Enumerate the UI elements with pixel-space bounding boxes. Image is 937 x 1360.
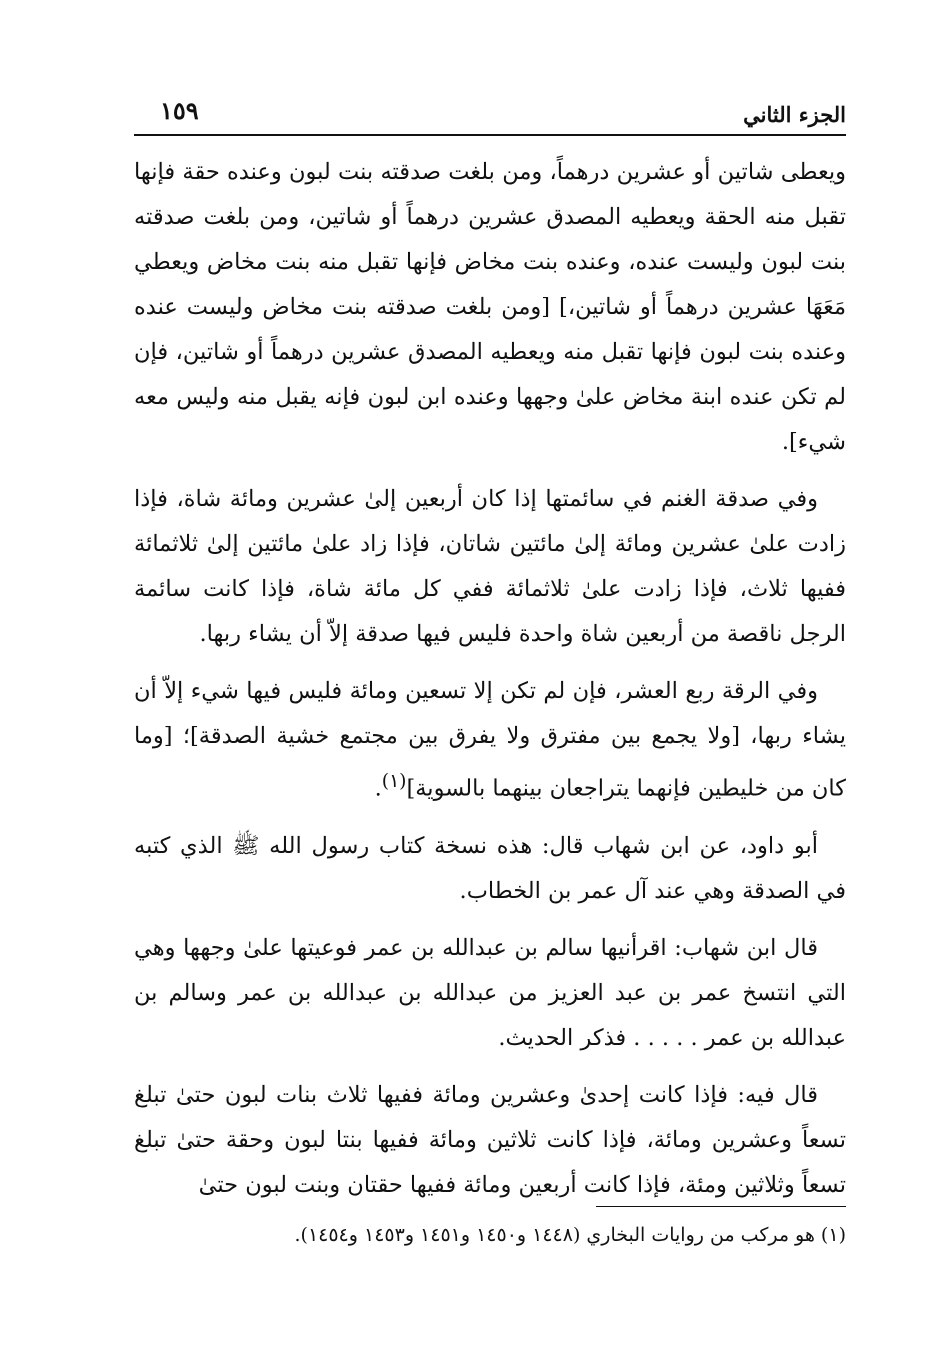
paragraph-with-footnote — [134, 669, 846, 812]
footnote-reference: (١) — [381, 771, 407, 792]
page-number: ١٥٩ — [160, 96, 199, 125]
paragraph: وفي صدقة الغنم في سائمتها إذا كان أربعين إلىٰ عشرين ومائة شاة، فإذا زادت علىٰ عشرين ومائة إلىٰ مائتين شاتان، فإذا زاد علىٰ مائتين إلىٰ ثلاثمائة ففيها ثلاث، فإذا زادت علىٰ ثلاثمائة ففي كل مائة شاة، فإذا كانت سائمة الرجل ناقصة من أربعين شاة واحدة فليس فيها صدقة إلاّ أن يشاء ربها. — [134, 486, 846, 647]
paragraph: قال فيه: فإذا كانت إحدىٰ وعشرين ومائة ففيها ثلاث بنات لبون حتىٰ تبلغ تسعاً وعشرين ومائة، فإذا كانت ثلاثين ومائة ففيها بنتا لبون وحقة حتىٰ تبلغ تسعاً وثلاثين ومئة، فإذا كانت أربعين ومائة ففيها حقتان وبنت لبون حتىٰ — [134, 1081, 846, 1198]
running-title: الجزء الثاني — [743, 102, 846, 127]
paragraph: قال ابن شهاب: اقرأنيها سالم بن عبدالله بن عمر فوعيتها علىٰ وجهها وهي التي انتسخ عمر بن عبد العزيز من عبدالله بن عبدالله بن عمر وسالم بن عبدالله بن عمر . . . . . فذكر الحديث. — [134, 934, 846, 1051]
paragraph-end-period: . — [374, 775, 382, 802]
paragraph: ويعطى شاتين أو عشرين درهماً، ومن بلغت صدقته بنت لبون وعنده حقة فإنها تقبل منه الحقة ويعطيه المصدق عشرين درهماً أو شاتين، ومن بلغت صدقته بنت لبون وليست عنده، وعنده بنت مخاض فإنها تقبل منه بنت مخاض ويعطي مَعَهَا عشرين درهماً أو شاتين،] [ومن بلغت صدقته بنت مخاض وليست عنده وعنده بنت لبون فإنها تقبل منه ويعطيه المصدق عشرين درهماً أو شاتين، فإن لم تكن عنده ابنة مخاض علىٰ وجهها وعنده ابن لبون فإنه يقبل منه وليس معه شيء]. — [134, 159, 846, 455]
footnote: (١) هو مركب من روايات البخاري (١٤٤٨ و١٤٥٠ و١٤٥١ و١٤٥٣ و١٤٥٤). — [294, 1224, 846, 1246]
footnote-divider — [596, 1206, 846, 1207]
page-header — [134, 96, 846, 136]
paragraph: أبو داود، عن ابن شهاب قال: هذه نسخة كتاب رسول الله ﷺ الذي كتبه في الصدقة وهي عند آل عمر بن الخطاب. — [134, 832, 846, 904]
paragraph-text: وفي الرقة ربع العشر، فإن لم تكن إلا تسعين ومائة فليس فيها شيء إلاّ أن يشاء ربها، [ولا يجمع بين مفترق ولا يفرق بين مجتمع خشية الصدقة]؛ [وما كان من خليطين فإنهما يتراجعان بينهما بالسوية] — [134, 678, 846, 802]
main-text — [134, 150, 846, 1220]
